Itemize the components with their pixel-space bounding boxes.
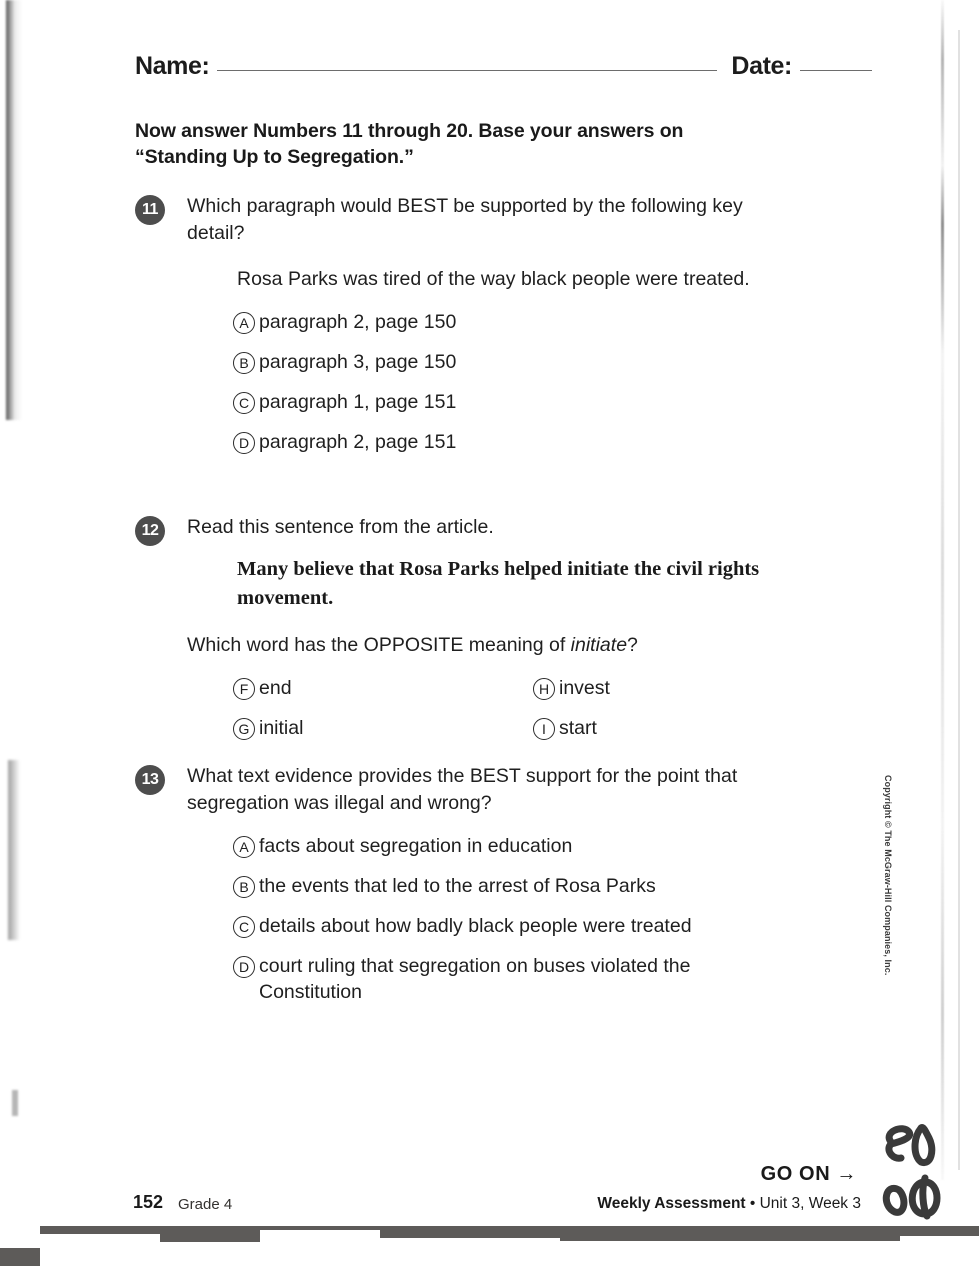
question-number-badge: 12 — [135, 516, 165, 546]
question-number-badge: 11 — [135, 195, 165, 225]
option-label: initial — [259, 717, 304, 739]
scan-bottom-mask — [380, 1238, 560, 1266]
go-on-arrow-label: GO ON → — [760, 1163, 857, 1185]
option-letter-circle: D — [233, 432, 255, 454]
option-label: paragraph 2, page 150 — [259, 311, 457, 333]
question-stem: Which paragraph would BEST be supported by the following key detail? — [187, 195, 743, 244]
scan-bottom-corner-notch — [0, 1214, 40, 1248]
question-11 — [135, 193, 855, 469]
option-letter-circle: G — [233, 718, 255, 740]
option-f[interactable] — [233, 675, 533, 701]
question-quoted-sentence: Many believe that Rosa Parks helped initiate the civil rights movement. — [237, 558, 760, 609]
scan-bottom-mask — [40, 1234, 160, 1266]
page-number: 152 — [133, 1192, 164, 1212]
option-d[interactable] — [233, 429, 855, 455]
assessment-footer — [597, 1195, 861, 1213]
subprompt-italic-word: initiate — [570, 634, 628, 656]
option-letter-circle: A — [233, 836, 255, 858]
option-label: the events that led to the arrest of Rosa Parks — [259, 875, 656, 897]
scan-bottom-mask — [160, 1242, 260, 1266]
assessment-unit-week: • Unit 3, Week 3 — [745, 1195, 861, 1212]
question-stem: What text evidence provides the BEST support for the point that segregation was illegal and wrong? — [187, 765, 738, 814]
option-label: paragraph 2, page 151 — [259, 431, 457, 453]
question-number-badge: 13 — [135, 765, 165, 795]
option-label: court ruling that segregation on buses violated the Constitution — [259, 955, 691, 1003]
date-input-rule[interactable] — [800, 70, 872, 71]
option-letter-circle: B — [233, 352, 255, 374]
scan-bottom-mask — [560, 1241, 900, 1266]
scan-speck-left — [12, 1090, 18, 1116]
copyright-notice: Copyright © The McGraw-Hill Companies, Inc. — [883, 775, 893, 976]
option-a[interactable] — [233, 309, 855, 335]
option-label: start — [559, 717, 597, 739]
option-label: end — [259, 677, 292, 699]
answer-options — [233, 675, 855, 755]
answer-options — [233, 309, 855, 455]
handwritten-scribble — [869, 1116, 965, 1222]
scan-edge-line-right — [941, 0, 944, 1180]
option-c[interactable] — [233, 389, 855, 415]
scan-edge-line-right-outer — [958, 30, 960, 1170]
option-letter-circle: H — [533, 678, 555, 700]
name-input-rule[interactable] — [217, 70, 717, 71]
date-label: Date: — [731, 52, 792, 80]
question-13 — [135, 763, 855, 1019]
directions-text: Now answer Numbers 11 through 20. Base your answers on “Standing Up to Segregation.” — [135, 120, 684, 168]
scan-bottom-mask — [260, 1230, 380, 1266]
option-label: facts about segregation in education — [259, 835, 573, 857]
option-label: invest — [559, 677, 610, 699]
option-label: details about how badly black people were treated — [259, 915, 692, 937]
option-b[interactable] — [233, 349, 855, 375]
option-letter-circle: B — [233, 876, 255, 898]
option-b[interactable] — [233, 873, 855, 899]
subprompt-text-after: ? — [627, 634, 638, 656]
question-quote: Rosa Parks was tired of the way black people were treated. — [237, 268, 750, 290]
option-h[interactable] — [533, 675, 855, 701]
option-c[interactable] — [233, 913, 855, 939]
name-label: Name: — [135, 52, 210, 80]
option-g[interactable] — [233, 715, 533, 741]
option-letter-circle: C — [233, 392, 255, 414]
assessment-title: Weekly Assessment — [597, 1195, 746, 1212]
option-letter-circle: A — [233, 312, 255, 334]
name-date-header — [135, 52, 875, 81]
option-label: paragraph 1, page 151 — [259, 391, 457, 413]
option-letter-circle: F — [233, 678, 255, 700]
grade-label: Grade 4 — [178, 1196, 233, 1213]
scan-bottom-mask — [900, 1236, 979, 1266]
option-i[interactable] — [533, 715, 855, 741]
option-letter-circle: C — [233, 916, 255, 938]
answer-options — [233, 833, 855, 1005]
question-12 — [135, 514, 855, 755]
question-subprompt — [187, 632, 855, 659]
scan-edge-shadow-left-lower — [8, 760, 20, 940]
option-letter-circle: I — [533, 718, 555, 740]
scan-edge-shadow-left — [6, 0, 22, 420]
option-a[interactable] — [233, 833, 855, 859]
option-label: paragraph 3, page 150 — [259, 351, 457, 373]
question-stem: Read this sentence from the article. — [187, 516, 494, 538]
option-letter-circle: D — [233, 956, 255, 978]
option-d[interactable] — [233, 953, 855, 1005]
subprompt-text-before: Which word has the OPPOSITE meaning of — [187, 634, 571, 656]
